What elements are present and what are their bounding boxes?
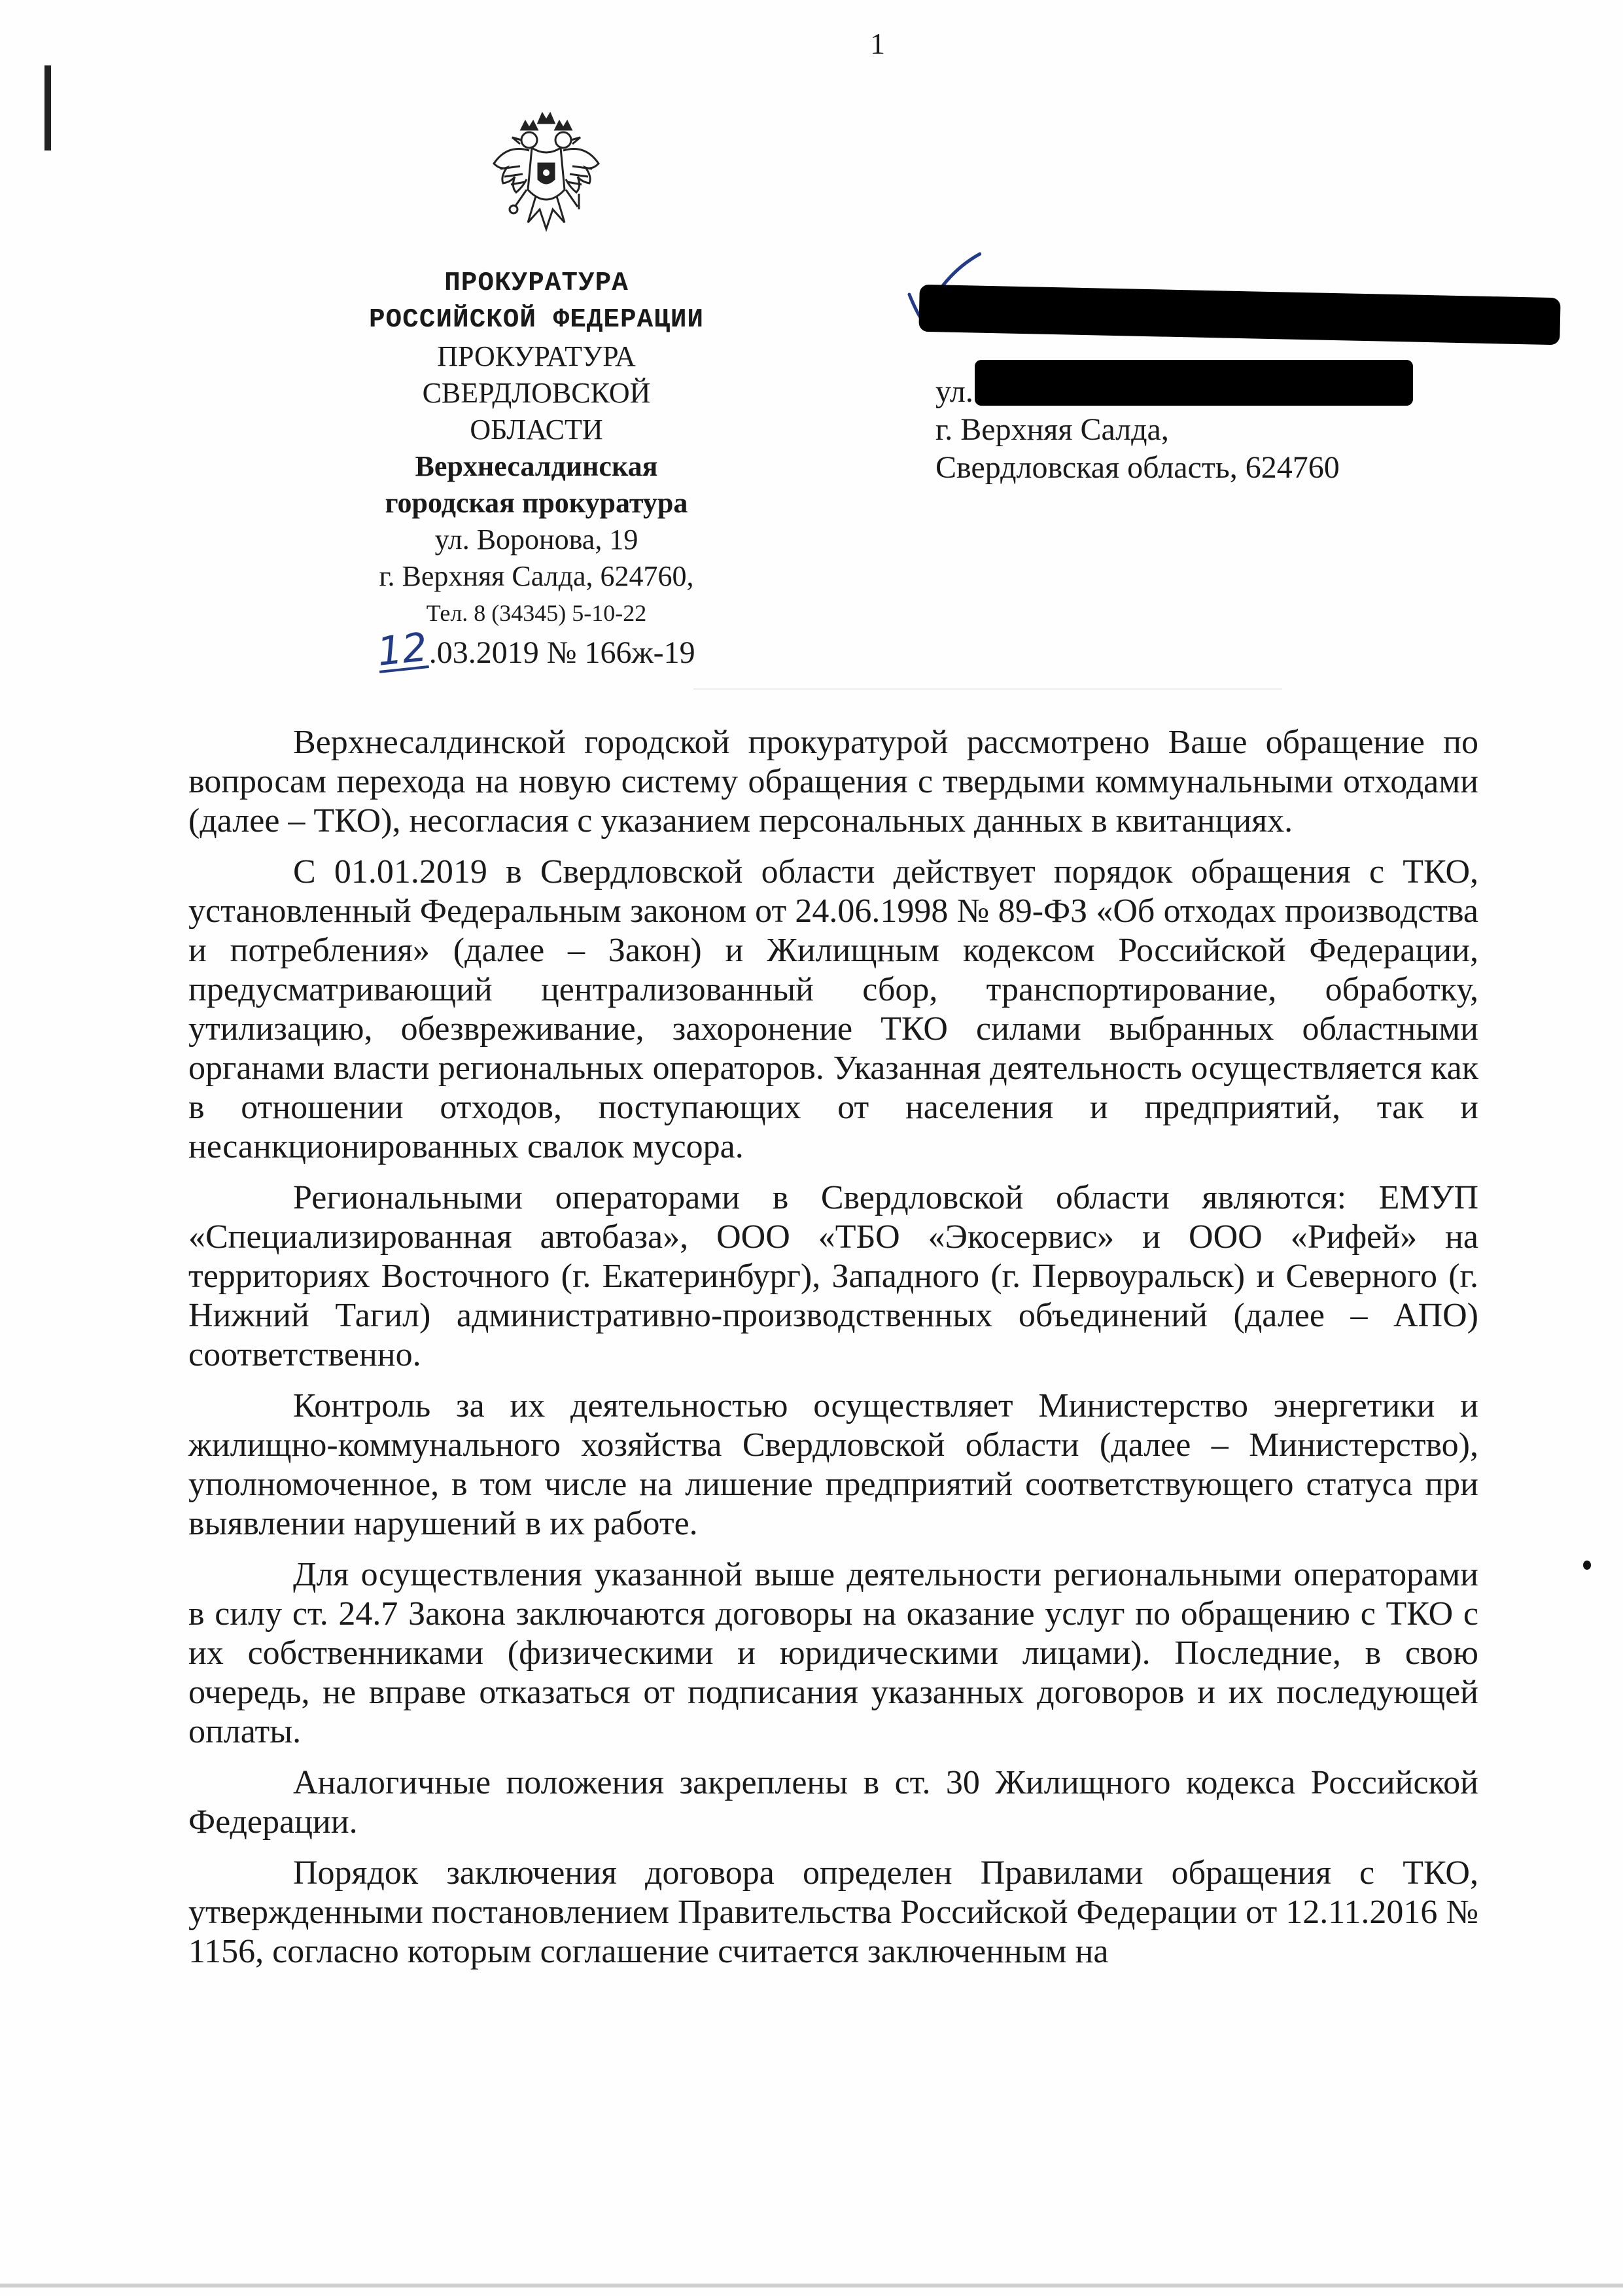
body-paragraph: Региональными операторами в Свердловской области являются: ЕМУП «Специализированная автобаза», ООО «ТБО «Экосервис» и ООО «Рифей» на территориях Восточного (г. Екатеринбург), Западного (г. Первоуральск) и Северного (г. Нижний Тагил) административно-производственных объединений (далее – АПО) соответственно. (188, 1179, 1478, 1373)
date-number-text: .03.2019 № 166ж-19 (428, 635, 695, 670)
margin-mark (44, 65, 51, 150)
body-paragraph: Контроль за их деятельностью осуществляет Министерство энергетики и жилищно-коммунального хозяйства Свердловской области (далее – Министерство), уполномоченное, в том числе на лишение предприятий соответствующего статуса при выявлении нарушений в их работе. (188, 1387, 1478, 1542)
org-name-line: СВЕРДЛОВСКОЙ (422, 377, 651, 409)
scan-edge (0, 2284, 1623, 2287)
body-paragraph: Верхнесалдинской городской прокуратурой рассмотрено Ваше обращение по вопросам перехода на новую систему обращения с твердыми коммунальными отходами (далее – ТКО), несогласия с указанием персональных данных в квитанциях. (188, 724, 1478, 839)
office-name-line: городская прокуратура (385, 487, 688, 519)
org-name-line: ПРОКУРАТУРА (437, 340, 636, 372)
recipient-city: г. Верхняя Салда, (935, 412, 1169, 447)
scan-smudge (693, 688, 1282, 716)
recipient-block (935, 249, 1524, 487)
org-name-line: РОССИЙСКОЙ ФЕДЕРАЦИИ (368, 305, 705, 335)
sender-city: г. Верхняя Салда, 624760, (379, 560, 694, 592)
body-paragraph: С 01.01.2019 в Свердловской области действует порядок обращения с ТКО, установленный Федеральным законом от 24.06.1998 № 89-ФЗ «Об отходах производства и потребления» (далее – Закон) и Жилищным кодексом Российской Федерации, предусматривающий централизованный сбор, транспортирование, обработку, утилизацию, обезвреживание, захоронение ТКО силами выбранных областными органами власти региональных операторов. Указанная деятельность осуществляется как в отношении отходов, поступающих от населения и предприятий, так и несанкционированных свалок мусора. (188, 853, 1478, 1165)
recipient-street: ул. (935, 374, 973, 409)
body-paragraph: Порядок заключения договора определен Правилами обращения с ТКО, утвержденными постановлением Правительства Российской Федерации от 12.11.2016 № 1156, согласно которым соглашение считается заключенным на (188, 1854, 1478, 1970)
double-headed-eagle-icon (481, 111, 612, 242)
handwritten-day: 12 (375, 624, 430, 675)
scan-dot (1583, 1561, 1591, 1570)
recipient-region: Свердловская область, 624760 (935, 450, 1340, 485)
letter-date-number (281, 624, 792, 675)
org-name-line: ОБЛАСТИ (470, 414, 603, 446)
sender-street: ул. Воронова, 19 (434, 523, 638, 556)
body-paragraph: Аналогичные положения закреплены в ст. 30 Жилищного кодекса Российской Федерации. (188, 1764, 1478, 1841)
sender-block (281, 265, 792, 675)
body-paragraph: Для осуществления указанной выше деятельности региональными операторами в силу ст. 24.7 Закона заключаются договоры на оказание услуг по обращению с ТКО с их собственниками (физическими и юридическими лицами). Последние, в свою очередь, не вправе отказаться от подписания указанных договоров и их последующей оплаты. (188, 1556, 1478, 1750)
office-name-line: Верхнесалдинская (415, 450, 658, 482)
org-name-line: ПРОКУРАТУРА (444, 268, 629, 298)
letter-body (188, 723, 1478, 1983)
sender-phone: Тел. 8 (34345) 5-10-22 (426, 600, 647, 626)
page-number: 1 (870, 27, 885, 60)
